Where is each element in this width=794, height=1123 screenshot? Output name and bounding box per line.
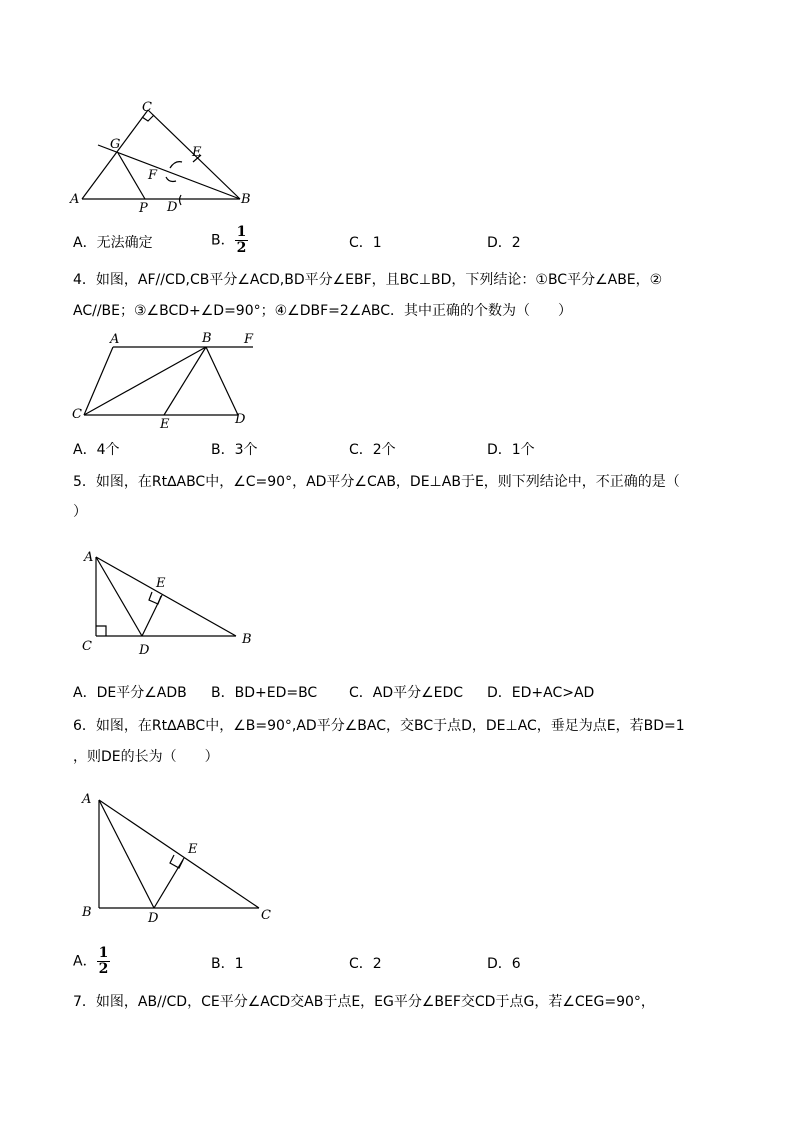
q5-label-C: C <box>82 639 92 654</box>
q3-label-A: A <box>70 192 80 207</box>
q5-line-AD <box>96 557 142 636</box>
q6-label-C: C <box>261 908 271 923</box>
q3-label-B: B <box>241 192 251 207</box>
q4-label-E: E <box>160 417 170 432</box>
q4-stem-line1: 4．如图，AF//CD,CB平分∠ACD,BD平分∠EBF，且BC⊥BD，下列结论：①BC平分∠ABE，② <box>73 272 663 288</box>
q6-label-D: D <box>148 911 159 926</box>
q5-label-B: B <box>242 632 252 647</box>
q4-label-D: D <box>235 412 246 427</box>
q3-option-a[interactable]: A．无法确定 <box>73 235 153 251</box>
q3-line-AC <box>82 110 148 199</box>
q3-frac-num: 1 <box>236 224 247 240</box>
q7-stem-line1: 7．如图，AB//CD，CE平分∠ACD交AB于点E，EG平分∠BEF交CD于点G，若∠CEG=90°， <box>73 994 655 1010</box>
q4-line-BD <box>206 347 238 415</box>
q3-label-P: P <box>139 201 148 216</box>
q3-option-b[interactable] <box>211 225 248 256</box>
q4-label-C: C <box>72 407 82 422</box>
q6-right-angle-E <box>170 855 183 868</box>
q5-stem-line1: 5．如图，在Rt∆ABC中，∠C=90°，AD平分∠CAB，DE⊥AB于E，则下列结论中，不正确的是（ <box>73 474 680 490</box>
q6-option-a-fraction <box>97 946 111 977</box>
q6-label-B: B <box>82 905 92 920</box>
q6-option-d[interactable]: D．6 <box>487 956 521 972</box>
q3-label-F: F <box>148 168 158 183</box>
q4-stem-line2: AC//BE；③∠BCD+∠D=90°；④∠DBF=2∠ABC．其中正确的个数为（ ） <box>73 303 573 319</box>
q3-line-GP <box>118 153 145 199</box>
q4-line-CB <box>84 347 206 415</box>
q3-option-d[interactable]: D．2 <box>487 235 521 251</box>
q3-label-D: D <box>167 200 178 215</box>
q5-stem-line2: ） <box>73 504 87 520</box>
q6-stem-line1: 6．如图，在Rt∆ABC中，∠B=90°,AD平分∠BAC，交BC于点D，DE⊥AC，垂足为点E，若BD=1 <box>73 718 685 734</box>
q4-option-c[interactable]: C．2个 <box>349 442 396 458</box>
q5-line-AB <box>96 557 236 636</box>
q4-option-b[interactable]: B．3个 <box>211 442 258 458</box>
q4-option-a[interactable]: A．4个 <box>73 442 120 458</box>
q3-arc-F1 <box>170 162 182 168</box>
q3-arc-D <box>180 195 182 205</box>
q4-line-BE <box>164 347 206 415</box>
q6-frac-den: 2 <box>98 961 109 977</box>
q3-option-b-fraction <box>235 225 249 256</box>
q4-label-A: A <box>110 332 120 347</box>
q3-option-b-prefix: B． <box>211 232 235 249</box>
q3-label-G: G <box>110 137 121 152</box>
q5-right-angle-E <box>149 592 161 604</box>
q6-label-E: E <box>188 842 198 857</box>
q6-line-AD <box>99 800 154 908</box>
q6-label-A: A <box>82 792 92 807</box>
q6-frac-num: 1 <box>98 945 109 961</box>
q6-option-a[interactable] <box>73 946 110 977</box>
q3-label-C: C <box>142 100 152 115</box>
q4-line-AC <box>84 347 113 415</box>
q3-option-c[interactable]: C．1 <box>349 235 382 251</box>
q5-option-b[interactable]: B．BD+ED=BC <box>211 685 318 701</box>
q3-label-E: E <box>192 145 202 160</box>
q3-line-GB <box>98 145 240 199</box>
q5-label-E: E <box>156 576 166 591</box>
q5-option-c[interactable]: C．AD平分∠EDC <box>349 685 464 701</box>
q4-label-B: B <box>202 331 212 346</box>
q5-label-D: D <box>139 643 150 658</box>
q6-line-AC <box>99 800 259 908</box>
q6-option-a-prefix: A． <box>73 953 97 970</box>
q3-frac-den: 2 <box>236 240 247 256</box>
q4-label-F: F <box>244 332 254 347</box>
q6-option-b[interactable]: B．1 <box>211 956 244 972</box>
q5-option-d[interactable]: D．ED+AC>AD <box>487 685 595 701</box>
q5-figure <box>74 545 264 660</box>
q4-option-d[interactable]: D．1个 <box>487 442 535 458</box>
q3-arc-F2 <box>166 177 176 182</box>
q3-figure <box>60 95 270 220</box>
q6-stem-line2: ，则DE的长为（ ） <box>73 749 219 765</box>
q5-right-angle-C <box>96 626 106 636</box>
q6-option-c[interactable]: C．2 <box>349 956 382 972</box>
q6-figure <box>74 785 284 930</box>
q6-line-DE <box>154 858 184 908</box>
q5-option-a[interactable]: A．DE平分∠ADB <box>73 685 187 701</box>
q4-figure <box>68 328 268 435</box>
q5-label-A: A <box>84 550 94 565</box>
